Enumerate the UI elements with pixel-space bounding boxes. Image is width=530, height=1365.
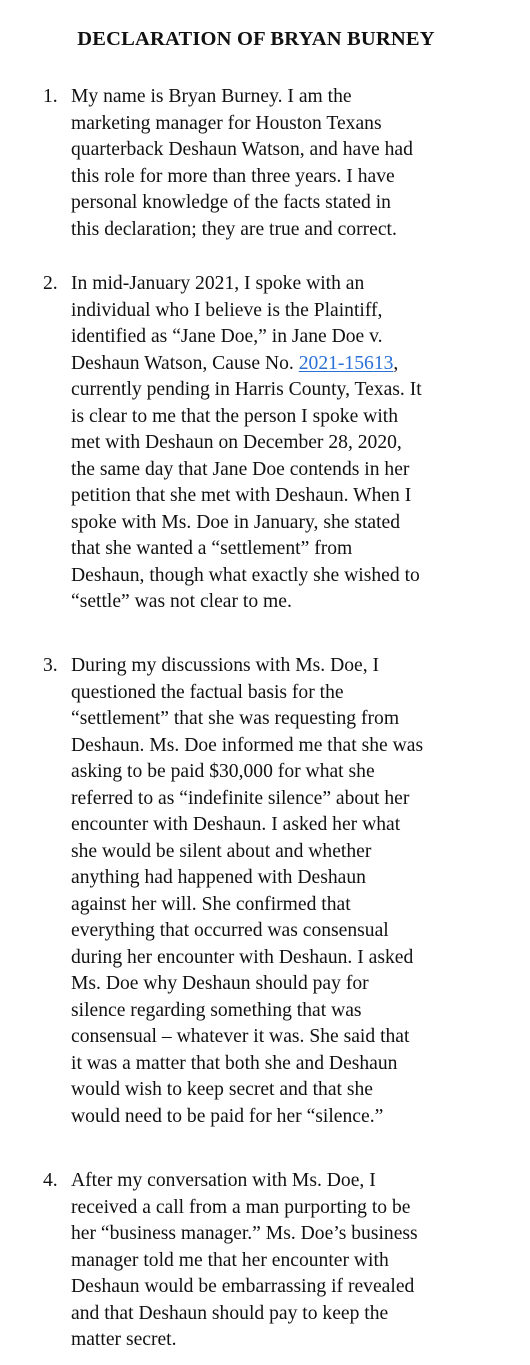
- paragraph-line: My name is Bryan Burney. I am the: [71, 86, 352, 107]
- paragraph-3: [43, 653, 493, 1130]
- paragraph-line: quarterback Deshaun Watson, and have had: [71, 139, 413, 160]
- paragraph-line: consensual – whatever it was. She said that: [71, 1026, 410, 1047]
- paragraph-line: she would be silent about and whether: [71, 840, 372, 862]
- paragraph-line: During my discussions with Ms. Doe, I: [71, 655, 380, 676]
- paragraph-line: marketing manager for Houston Texans: [71, 112, 382, 134]
- paragraph-line: met with Deshaun on December 28, 2020,: [71, 432, 402, 453]
- paragraph-line: would need to be paid for her “silence.”: [71, 1105, 384, 1127]
- paragraph-line: received a call from a man purporting to be: [71, 1196, 411, 1218]
- paragraph-line: spoke with Ms. Doe in January, she stated: [71, 511, 401, 533]
- paragraph-line: manager told me that her encounter with: [71, 1249, 389, 1271]
- paragraph-line: “settlement” that she was requesting from: [71, 708, 400, 729]
- paragraph-line: Deshaun, though what exactly she wished to: [71, 564, 420, 586]
- paragraph-line: anything had happened with Deshaun: [71, 867, 366, 888]
- paragraph-number: 2.: [43, 273, 58, 294]
- paragraph-line: asking to be paid $30,000 for what she: [71, 761, 375, 782]
- paragraph-line: matter secret.: [71, 1329, 177, 1350]
- paragraph-line: her “business manager.” Ms. Doe’s business: [71, 1223, 418, 1244]
- paragraph-line: In mid-January 2021, I spoke with an: [71, 273, 365, 294]
- paragraph-4: [43, 1168, 493, 1354]
- paragraph-line: Deshaun would be embarrassing if revealed: [71, 1276, 415, 1297]
- paragraph-line: this role for more than three years. I have: [71, 165, 395, 187]
- paragraph-line: currently pending in Harris County, Texas. It: [71, 379, 422, 400]
- paragraph-line: referred to as “indefinite silence” about her: [71, 787, 410, 809]
- cause-number-suffix: ,: [393, 352, 399, 374]
- paragraph-1: [43, 84, 493, 243]
- paragraph-line: “settle” was not clear to me.: [71, 591, 292, 612]
- paragraph-number: 4.: [43, 1170, 58, 1191]
- paragraph-number: 3.: [43, 655, 58, 676]
- paragraph-number: 1.: [43, 86, 58, 107]
- paragraph-line: Ms. Doe why Deshaun should pay for: [71, 973, 369, 994]
- paragraph-line: everything that occurred was consensual: [71, 920, 389, 941]
- paragraph-line: is clear to me that the person I spoke with: [71, 405, 399, 427]
- paragraph-line: individual who I believe is the Plaintiff,: [71, 299, 383, 321]
- paragraph-line: petition that she met with Deshaun. When I: [71, 485, 412, 506]
- paragraph-line-with-link: [43, 351, 493, 378]
- document-title: DECLARATION OF BRYAN BURNEY: [77, 28, 435, 50]
- cause-number-link[interactable]: 2021-15613: [298, 352, 394, 374]
- paragraph-line: would wish to keep secret and that she: [71, 1079, 373, 1100]
- paragraph-line: that she wanted a “settlement” from: [71, 538, 353, 559]
- paragraph-line: Deshaun. Ms. Doe informed me that she was: [71, 734, 424, 756]
- paragraph-line: and that Deshaun should pay to keep the: [71, 1302, 389, 1324]
- paragraph-line-text: Deshaun Watson, Cause No.: [71, 352, 299, 374]
- paragraph-line: After my conversation with Ms. Doe, I: [71, 1170, 376, 1191]
- paragraph-line: encounter with Deshaun. I asked her what: [71, 814, 401, 835]
- paragraph-line: the same day that Jane Doe contends in her: [71, 458, 410, 480]
- paragraph-line: silence regarding something that was: [71, 999, 362, 1021]
- paragraph-line: this declaration; they are true and correct.: [71, 218, 397, 240]
- paragraph-line: personal knowledge of the facts stated in: [71, 192, 391, 213]
- paragraph-line: identified as “Jane Doe,” in Jane Doe v.: [71, 326, 383, 347]
- paragraph-line: against her will. She confirmed that: [71, 893, 351, 915]
- paragraph-line: it was a matter that both she and Deshaun: [71, 1052, 398, 1074]
- paragraph-line: questioned the factual basis for the: [71, 681, 344, 703]
- paragraph-line: during her encounter with Deshaun. I asked: [71, 946, 414, 968]
- paragraph-2: [43, 271, 493, 616]
